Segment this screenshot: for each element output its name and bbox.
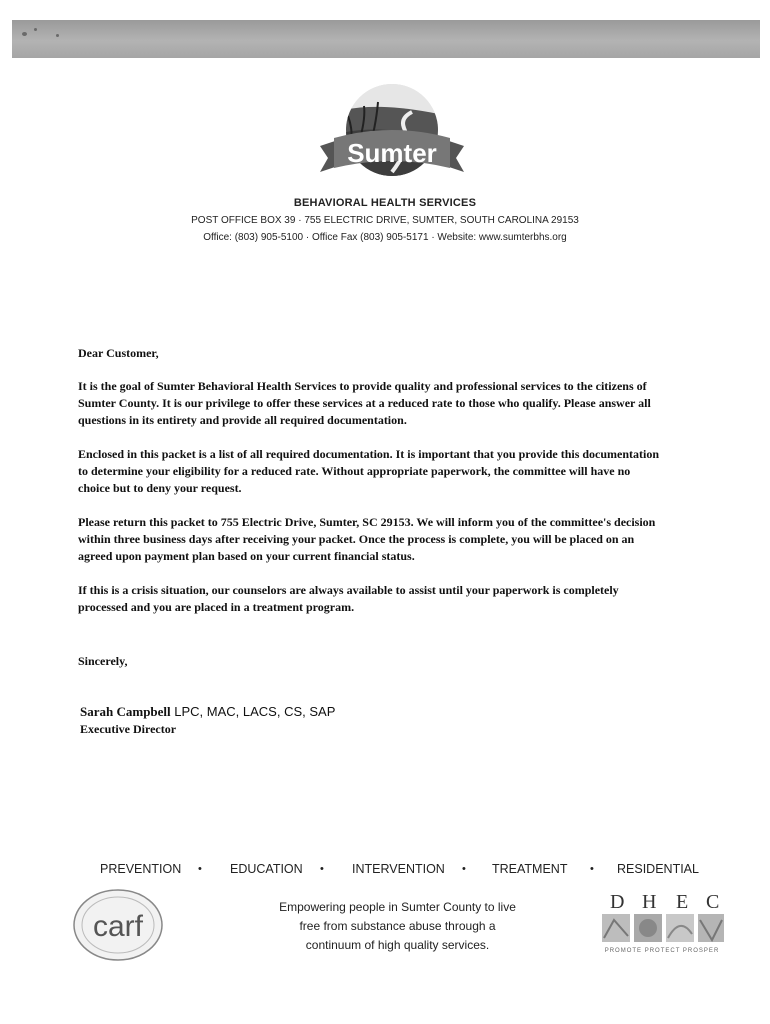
org-name: BEHAVIORAL HEALTH SERVICES: [293, 197, 477, 209]
paragraph-line: It is the goal of Sumter Behavioral Health Services to provide quality and professional services to the citizens of: [78, 379, 647, 393]
paragraph-return: [78, 514, 698, 565]
paragraph-line: choice but to deny your request.: [78, 481, 242, 495]
service-separator: •: [320, 863, 324, 875]
paragraph-line: Sumter County. It is our privilege to offer these services at a reduced rate to those who qualify. Please answer all: [78, 396, 651, 410]
service-treatment: TREATMENT: [492, 862, 568, 876]
tagline-line: free from substance abuse through a: [299, 919, 496, 933]
service-intervention: INTERVENTION: [352, 862, 445, 876]
org-contact: Office: (803) 905-5100 · Office Fax (803) 905-5171 · Website: www.sumterbhs.org: [203, 232, 567, 243]
paragraph-line: Enclosed in this packet is a list of all required documentation. It is important that you provide this documentation: [78, 447, 660, 461]
dhec-letter-e: E: [676, 891, 689, 913]
scanned-header-bar: [12, 20, 760, 58]
service-education: EDUCATION: [230, 862, 303, 876]
carf-wordmark: carf: [92, 910, 144, 943]
paragraph-line: Please return this packet to 755 Electric Drive, Sumter, SC 29153. We will inform you of the committee's decision: [78, 515, 656, 529]
paragraph-line: agreed upon payment plan based on your current financial status.: [78, 549, 415, 563]
services-list: [0, 862, 770, 882]
closing: Sincerely,: [78, 654, 128, 668]
paragraph-goal: [78, 378, 698, 429]
dhec-letter-d: D: [610, 891, 625, 913]
dhec-logo: [600, 890, 726, 954]
tagline-line: Empowering people in Sumter County to live: [279, 900, 516, 914]
sumter-logo: [316, 82, 468, 200]
signer-line: [80, 704, 335, 720]
paragraph-documentation: [78, 446, 698, 497]
dhec-caption: PROMOTE PROTECT PROSPER: [604, 948, 720, 954]
dhec-letter-h: H: [642, 891, 657, 913]
paragraph-line: to determine your eligibility for a reduced rate. Without appropriate paperwork, the committee will have no: [78, 464, 631, 478]
tagline-line: continuum of high quality services.: [305, 938, 490, 952]
service-prevention: PREVENTION: [100, 862, 182, 876]
logo-wordmark: Sumter: [347, 138, 437, 168]
scan-speck: [56, 34, 59, 37]
service-separator: •: [590, 863, 594, 875]
signer-credentials: LPC, MAC, LACS, CS, SAP: [170, 704, 336, 719]
paragraph-line: If this is a crisis situation, our counselors are always available to assist until your paperwork is completely: [78, 583, 619, 597]
paragraph-crisis: [78, 582, 698, 616]
service-separator: •: [462, 863, 466, 875]
paragraph-line: processed and you are placed in a treatment program.: [78, 600, 355, 614]
salutation: Dear Customer,: [78, 346, 159, 360]
paragraph-line: questions in its entirety and provide all required documentation.: [78, 413, 407, 427]
scan-speck: [22, 32, 27, 36]
org-address: POST OFFICE BOX 39 · 755 ELECTRIC DRIVE, SUMTER, SOUTH CAROLINA 29153: [191, 215, 579, 226]
paragraph-line: within three business days after receiving your packet. Once the process is complete, you will be placed on an: [78, 532, 635, 546]
service-separator: •: [198, 863, 202, 875]
dhec-letter-c: C: [706, 891, 720, 913]
signer-name: Sarah Campbell: [80, 704, 171, 719]
scan-speck: [34, 28, 37, 31]
service-residential: RESIDENTIAL: [617, 862, 699, 876]
signer-title: Executive Director: [80, 722, 177, 736]
